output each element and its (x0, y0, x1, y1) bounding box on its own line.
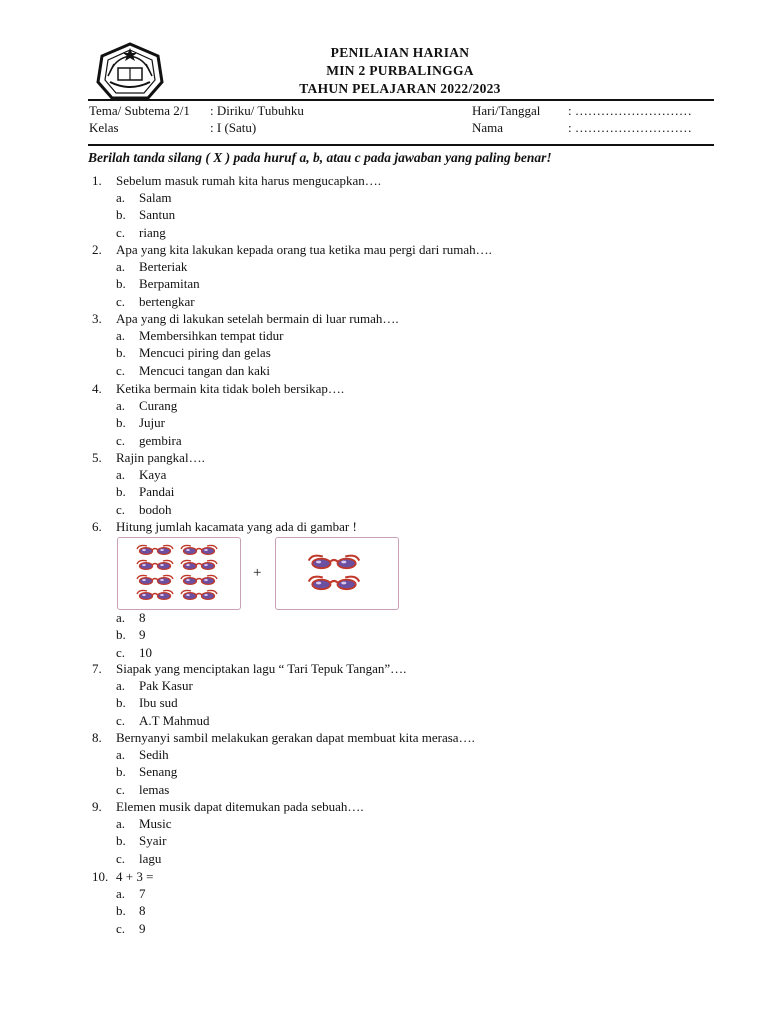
question-number: 10. (92, 869, 109, 884)
school-name: MIN 2 PURBALINGGA (326, 63, 474, 78)
glasses-icon (137, 560, 173, 569)
header-divider (88, 99, 714, 101)
option-letter[interactable]: c. (116, 293, 126, 309)
question-text: Sebelum masuk rumah kita harus mengucapkan…. (116, 173, 381, 188)
option-text: bertengkar (139, 293, 195, 309)
option-text: riang (139, 224, 166, 240)
tema-label: Tema/ Subtema 2/1 (89, 103, 190, 118)
option-text: A.T Mahmud (139, 712, 210, 728)
option-letter[interactable]: b. (116, 833, 126, 849)
question-text: 4 + 3 = (116, 869, 154, 884)
question-number: 8. (92, 730, 102, 745)
glasses-icon (181, 575, 217, 584)
option-letter[interactable]: a. (116, 816, 126, 831)
option-letter[interactable]: a. (116, 190, 126, 205)
question-text: Siapak yang menciptakan lagu “ Tari Tepuk Tangan”…. (116, 661, 407, 676)
page-title: PENILAIAN HARIAN (330, 45, 470, 60)
option-letter[interactable]: b. (116, 903, 126, 919)
option-text: Ibu sud (139, 695, 178, 711)
option-text: 9 (139, 627, 146, 643)
option-letter[interactable]: a. (116, 678, 126, 693)
option-text: Mencuci piring dan gelas (139, 345, 271, 361)
kelas-value: : I (Satu) (210, 120, 257, 135)
question-number: 1. (92, 173, 102, 188)
glasses-icon (309, 577, 359, 590)
nama-label: Nama (472, 120, 504, 135)
hari-field[interactable]: : ……………………… (568, 103, 692, 118)
glasses-icon (181, 545, 217, 554)
question-number: 2. (92, 242, 102, 257)
option-text: Syair (139, 833, 167, 849)
tema-value: : Diriku/ Tubuhku (210, 103, 304, 118)
option-text: Berpamitan (139, 276, 200, 292)
option-text: lemas (139, 781, 170, 797)
option-letter[interactable]: c. (116, 362, 126, 378)
question-text: Ketika bermain kita tidak boleh bersikap…. (116, 381, 345, 396)
option-text: Salam (139, 190, 172, 205)
option-text: 9 (139, 920, 146, 936)
question-number: 3. (92, 311, 102, 326)
question-text: Hitung jumlah kacamata yang ada di gambar ! (116, 519, 357, 534)
option-text: Curang (139, 398, 178, 413)
glasses-picture-left (117, 537, 241, 610)
option-letter[interactable]: c. (116, 501, 126, 517)
option-text: Jujur (139, 415, 165, 431)
option-letter[interactable]: c. (116, 224, 126, 240)
option-letter[interactable]: b. (116, 415, 126, 431)
option-letter[interactable]: c. (116, 781, 126, 797)
option-letter[interactable]: c. (116, 432, 126, 448)
question-text: Apa yang di lakukan setelah bermain di luar rumah…. (116, 311, 399, 326)
option-text: 8 (139, 903, 146, 919)
option-text: bodoh (139, 501, 172, 517)
option-letter[interactable]: c. (116, 920, 126, 936)
question-number: 7. (92, 661, 102, 676)
option-letter[interactable]: b. (116, 345, 126, 361)
option-text: 10 (139, 644, 152, 660)
option-text: Kaya (139, 467, 167, 482)
option-letter[interactable]: a. (116, 259, 126, 274)
option-letter[interactable]: a. (116, 610, 126, 625)
question-number: 9. (92, 799, 102, 814)
glasses-icon (137, 590, 173, 599)
question-text: Elemen musik dapat ditemukan pada sebuah…. (116, 799, 364, 814)
option-text: Mencuci tangan dan kaki (139, 362, 271, 378)
question-number: 5. (92, 450, 102, 465)
info-divider (88, 144, 714, 146)
option-text: 8 (139, 610, 146, 625)
option-text: Music (139, 816, 172, 831)
option-letter[interactable]: a. (116, 886, 126, 901)
glasses-icon (309, 556, 359, 569)
nama-field[interactable]: : ……………………… (568, 120, 692, 135)
option-letter[interactable]: b. (116, 627, 126, 643)
option-letter[interactable]: a. (116, 398, 126, 413)
option-text: Membersihkan tempat tidur (139, 328, 284, 343)
hari-label: Hari/Tanggal (472, 103, 541, 118)
plus-sign: + (253, 565, 262, 581)
option-text: Pandai (139, 484, 175, 500)
glasses-icon (137, 575, 173, 584)
glasses-icon (181, 560, 217, 569)
option-letter[interactable]: a. (116, 328, 126, 343)
kelas-label: Kelas (89, 120, 119, 135)
option-letter[interactable]: c. (116, 644, 126, 660)
glasses-picture-right (275, 537, 399, 610)
glasses-icon (181, 590, 217, 599)
question-number: 4. (92, 381, 102, 396)
option-letter[interactable]: c. (116, 712, 126, 728)
option-letter[interactable]: a. (116, 467, 126, 482)
option-text: lagu (139, 850, 162, 866)
question-text: Rajin pangkal…. (116, 450, 205, 465)
question-number: 6. (92, 519, 102, 534)
option-letter[interactable]: a. (116, 747, 126, 762)
option-letter[interactable]: b. (116, 276, 126, 292)
option-text: Pak Kasur (139, 678, 193, 693)
option-letter[interactable]: b. (116, 764, 126, 780)
glasses-icon (137, 545, 173, 554)
option-letter[interactable]: c. (116, 850, 126, 866)
option-text: gembira (139, 432, 182, 448)
option-text: Sedih (139, 747, 169, 762)
option-text: 7 (139, 886, 146, 901)
option-letter[interactable]: b. (116, 484, 126, 500)
instruction-text: Berilah tanda silang ( X ) pada huruf a, b, atau c pada jawaban yang paling benar! (88, 150, 552, 165)
option-text: Senang (139, 764, 178, 780)
option-text: Santun (139, 207, 176, 223)
option-letter[interactable]: b. (116, 207, 126, 223)
question-text: Bernyanyi sambil melakukan gerakan dapat membuat kita merasa…. (116, 730, 475, 745)
option-text: Berteriak (139, 259, 188, 274)
school-year: TAHUN PELAJARAN 2022/2023 (299, 81, 501, 96)
question-text: Apa yang kita lakukan kepada orang tua ketika mau pergi dari rumah…. (116, 242, 492, 257)
option-letter[interactable]: b. (116, 695, 126, 711)
